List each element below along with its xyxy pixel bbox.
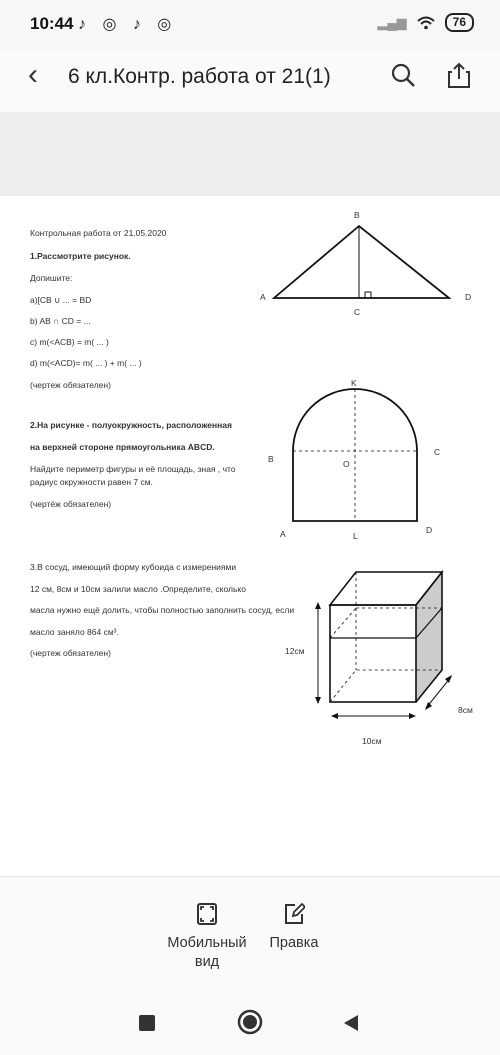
recents-square-icon[interactable] [138, 1014, 156, 1032]
system-nav-bar [0, 990, 500, 1055]
home-circle-icon[interactable] [237, 1009, 263, 1035]
back-arrow-icon[interactable]: ‹ [28, 58, 38, 91]
status-right [377, 13, 474, 32]
shape-label-b: B [268, 454, 274, 464]
task1-item-d: d) m(<ACD)= m( ... ) + m( ... ) [30, 358, 142, 368]
task1-item-b: b) AB ∩ CD = ... [30, 316, 91, 326]
dim-height-label: 12см [285, 646, 305, 656]
shape-label-d: D [426, 525, 433, 535]
task1-item-a: a)[CB ∪ ... = BD [30, 295, 92, 305]
search-icon[interactable] [390, 62, 416, 88]
wifi-icon [417, 16, 435, 30]
cuboid-diagram [0, 196, 500, 876]
shape-label-k: K [351, 378, 357, 388]
status-time: 10:44 [30, 14, 74, 33]
document-page[interactable] [0, 196, 500, 876]
document-title: 6 кл.Контр. работа от 21(1) [68, 65, 331, 88]
mobile-view-label-line2: вид [194, 954, 220, 970]
mobile-view-label-line1: Мобильный [167, 935, 247, 951]
battery-indicator: 76 [445, 13, 474, 32]
back-triangle-icon[interactable] [342, 1014, 360, 1032]
task1-instruction: Допишите: [30, 273, 73, 283]
task3-line3: масла нужно ещё долить, чтобы полностью заполнить сосуд, если [30, 605, 295, 615]
signal-icon: ▂▄▆ [377, 14, 407, 30]
dim-depth-label: 8см [458, 705, 473, 715]
dim-width-label: 10см [362, 736, 382, 746]
task1-note: (чертеж обязателен) [30, 380, 111, 390]
shape-label-o: O [343, 459, 350, 469]
shape-label-l: L [353, 531, 358, 541]
bottom-action-bar [0, 876, 500, 985]
task2-line3: Найдите периметр фигуры и её площадь, зная , что [30, 464, 236, 474]
mobile-view-icon [196, 902, 218, 926]
notification-icons: ♪ ◎ ♪ ◎ [78, 16, 178, 33]
doc-heading: Контрольная работа от 21.05.2020 [30, 228, 167, 238]
task2-line2: на верхней стороне прямоугольника ABCD. [30, 442, 215, 452]
status-bar [0, 0, 500, 50]
task3-line1: 3.В сосуд, имеющий форму кубоида с измерениями [30, 562, 237, 572]
tri-label-a: A [260, 292, 266, 302]
task2-note: (чертёж обязателен) [30, 499, 112, 509]
share-icon[interactable] [446, 61, 472, 89]
edit-label: Правка [269, 935, 319, 951]
task3-line4: масло заняло 864 см³. [30, 627, 119, 637]
tri-label-c: C [354, 307, 361, 317]
task3-note: (чертеж обязателен) [30, 648, 111, 658]
task1-item-c: c) m(<ACB) = m( ... ) [30, 337, 109, 347]
task2-line1: 2.На рисунке - полуокружность, расположенная [30, 420, 232, 430]
document-top-margin [0, 112, 500, 196]
edit-icon [283, 902, 305, 926]
tri-label-d: D [465, 292, 472, 302]
edit-button[interactable] [262, 902, 326, 953]
tri-label-b: B [354, 210, 360, 220]
app-bar [0, 50, 500, 106]
shape-label-c: C [434, 447, 441, 457]
mobile-view-button[interactable] [160, 902, 254, 972]
task2-line4: радиус окружности равен 7 см. [30, 477, 153, 487]
task3-line2: 12 см, 8см и 10см залили масло .Определите, сколько [30, 584, 246, 594]
shape-label-a: A [280, 529, 286, 539]
task1-title: 1.Рассмотрите рисунок. [30, 251, 131, 261]
